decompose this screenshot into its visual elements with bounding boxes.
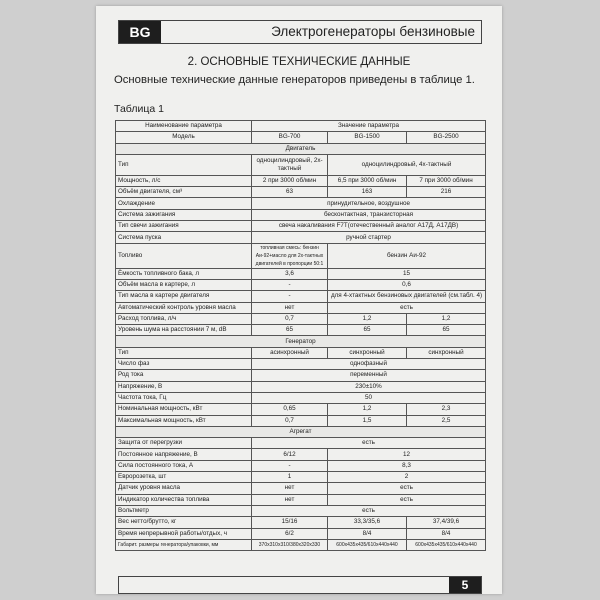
cell-value: 230±10% (252, 381, 486, 392)
cell-value: нет (252, 302, 328, 313)
cell-value: 8,3 (328, 460, 486, 471)
brand-logo: BG (119, 21, 161, 43)
cell-value: 15/16 (252, 517, 328, 528)
cell-value: 1,5 (328, 415, 407, 426)
table-row (116, 198, 486, 209)
cell-value: нет (252, 494, 328, 505)
row-label: Номинальная мощность, кВт (116, 404, 252, 415)
row-label: Уровень шума на расстоянии 7 м, dB (116, 325, 252, 336)
table-row (116, 392, 486, 403)
cell-value: переменный (252, 370, 486, 381)
row-label: Род тока (116, 370, 252, 381)
cell-value: бензин Аи-92 (328, 243, 486, 268)
cell-value: ручной стартер (252, 232, 486, 243)
cell-value: однофазный (252, 359, 486, 370)
row-label: Напряжение, В (116, 381, 252, 392)
model-row (116, 132, 486, 143)
table-row (116, 460, 486, 471)
cell-value: 0,6 (328, 279, 486, 290)
cell-value: для 4-хтактных бензиновых двигателей (см.табл. 4) (328, 291, 486, 302)
table-row (116, 449, 486, 460)
cell-value: 8/4 (407, 528, 486, 539)
row-label: Максимальная мощность, кВт (116, 415, 252, 426)
row-label: Вольтметр (116, 505, 252, 516)
table-row (116, 279, 486, 290)
cell-value: 65 (252, 325, 328, 336)
table-row (116, 302, 486, 313)
cell-value: 2,3 (407, 404, 486, 415)
cell-value: асинхронный (252, 347, 328, 358)
cell-value: 600х435х435/610х440х440 (407, 539, 486, 550)
cell-value: 2,5 (407, 415, 486, 426)
table-row (116, 539, 486, 550)
table-row (116, 505, 486, 516)
row-label: Постоянное напряжение, В (116, 449, 252, 460)
table-row (116, 438, 486, 449)
table-row (116, 494, 486, 505)
section-unit: Агрегат (116, 426, 486, 437)
table-header-row (116, 121, 486, 132)
manual-page (96, 6, 502, 594)
cell-value: 0,7 (252, 313, 328, 324)
row-label: Тип (116, 347, 252, 358)
table-row (116, 404, 486, 415)
table-label: Таблица 1 (114, 103, 164, 115)
cell-value: - (252, 291, 328, 302)
cell-value: 216 (407, 187, 486, 198)
row-label: Автоматический контроль уровня масла (116, 302, 252, 313)
row-label: Число фаз (116, 359, 252, 370)
cell-value: 63 (252, 187, 328, 198)
cell-value: 1,2 (328, 313, 407, 324)
row-label: Охлаждение (116, 198, 252, 209)
table-row (116, 381, 486, 392)
section-row (116, 336, 486, 347)
cell-value: 1 (252, 472, 328, 483)
row-label: Расход топлива, л/ч (116, 313, 252, 324)
row-label: Система пуска (116, 232, 252, 243)
model-name: BG-1500 (328, 132, 407, 143)
row-label: Индикатор количества топлива (116, 494, 252, 505)
table-row (116, 483, 486, 494)
cell-value: есть (328, 494, 486, 505)
page-number: 5 (449, 577, 481, 593)
cell-value: 50 (252, 392, 486, 403)
row-label: Вес нетто/брутто, кг (116, 517, 252, 528)
cell-value: одноцилиндровый, 2х-тактный (252, 154, 328, 175)
table-row (116, 291, 486, 302)
table-row (116, 243, 486, 268)
section-row (116, 143, 486, 154)
cell-value: 3,6 (252, 268, 328, 279)
cell-value: 65 (328, 325, 407, 336)
row-label: Мощность, л/с (116, 175, 252, 186)
cell-value: свеча накаливания F7T(отечественный аналог А17Д, А17ДВ) (252, 221, 486, 232)
section-engine: Двигатель (116, 143, 486, 154)
table-row (116, 528, 486, 539)
cell-value: 370х310х310/380х320х330 (252, 539, 328, 550)
intro-text: Основные технические данные генераторов приведены в таблице 1. (114, 74, 475, 86)
table-row (116, 232, 486, 243)
cell-value: нет (252, 483, 328, 494)
cell-value: топливная смесь: бензин Аи-92+масло для 2х-тактных двигателей в пропорции 50:1 (252, 243, 328, 268)
section-row (116, 426, 486, 437)
table-row (116, 415, 486, 426)
page-footer (118, 576, 482, 594)
value-header: Значение параметра (252, 121, 486, 132)
table-row (116, 187, 486, 198)
model-name: BG-2500 (407, 132, 486, 143)
cell-value: синхронный (328, 347, 407, 358)
row-label: Время непрерывной работы/отдых, ч (116, 528, 252, 539)
model-label: Модель (116, 132, 252, 143)
row-label: Датчик уровня масла (116, 483, 252, 494)
table-row (116, 472, 486, 483)
cell-value: синхронный (407, 347, 486, 358)
param-header: Наименование параметра (116, 121, 252, 132)
cell-value: 600х435х435/610х440х440 (328, 539, 407, 550)
row-label: Тип свечи зажигания (116, 221, 252, 232)
row-label: Сила постоянного тока, А (116, 460, 252, 471)
spec-table (115, 120, 486, 551)
cell-value: 37,4/39,6 (407, 517, 486, 528)
table-row (116, 325, 486, 336)
cell-value: 2 (328, 472, 486, 483)
header-title: Электрогенераторы бензиновые (271, 24, 475, 39)
cell-value: 163 (328, 187, 407, 198)
table-row (116, 221, 486, 232)
cell-value: 0,7 (252, 415, 328, 426)
cell-value: 0,65 (252, 404, 328, 415)
row-label: Тип масла в картере двигателя (116, 291, 252, 302)
cell-value: 6,5 при 3000 об/мин (328, 175, 407, 186)
table-row (116, 370, 486, 381)
cell-value: принудительное, воздушное (252, 198, 486, 209)
cell-value: бесконтактная, транзисторная (252, 209, 486, 220)
row-label: Объём двигателя, см³ (116, 187, 252, 198)
row-label: Объём масла в картере, л (116, 279, 252, 290)
cell-value: 65 (407, 325, 486, 336)
row-label: Защита от перегрузки (116, 438, 252, 449)
cell-value: 2 при 3000 об/мин (252, 175, 328, 186)
cell-value: есть (328, 483, 486, 494)
cell-value: 8/4 (328, 528, 407, 539)
row-label: Ёмкость топливного бака, л (116, 268, 252, 279)
table-row (116, 154, 486, 175)
cell-value: 6/2 (252, 528, 328, 539)
row-label: Тип (116, 154, 252, 175)
cell-value: 1,2 (407, 313, 486, 324)
table-row (116, 175, 486, 186)
cell-value: одноцилиндровый, 4х-тактный (328, 154, 486, 175)
table-row (116, 347, 486, 358)
cell-value: 12 (328, 449, 486, 460)
row-label: Топливо (116, 243, 252, 268)
cell-value: 1,2 (328, 404, 407, 415)
model-name: BG-700 (252, 132, 328, 143)
table-row (116, 517, 486, 528)
cell-value: есть (252, 505, 486, 516)
cell-value: - (252, 460, 328, 471)
cell-value: - (252, 279, 328, 290)
cell-value: есть (328, 302, 486, 313)
row-label: Частота тока, Гц (116, 392, 252, 403)
table-row (116, 268, 486, 279)
cell-value: 7 при 3000 об/мин (407, 175, 486, 186)
cell-value: 6/12 (252, 449, 328, 460)
row-label: Система зажигания (116, 209, 252, 220)
row-label: Габарит. размеры генератора/упаковки, мм (116, 539, 252, 550)
cell-value: 15 (328, 268, 486, 279)
row-label: Евророзетка, шт (116, 472, 252, 483)
table-row (116, 359, 486, 370)
table-row (116, 209, 486, 220)
table-row (116, 313, 486, 324)
cell-value: есть (252, 438, 486, 449)
section-generator: Генератор (116, 336, 486, 347)
section-title: 2. ОСНОВНЫЕ ТЕХНИЧЕСКИЕ ДАННЫЕ (187, 56, 411, 68)
cell-value: 33,3/35,6 (328, 517, 407, 528)
page-header (118, 20, 482, 44)
